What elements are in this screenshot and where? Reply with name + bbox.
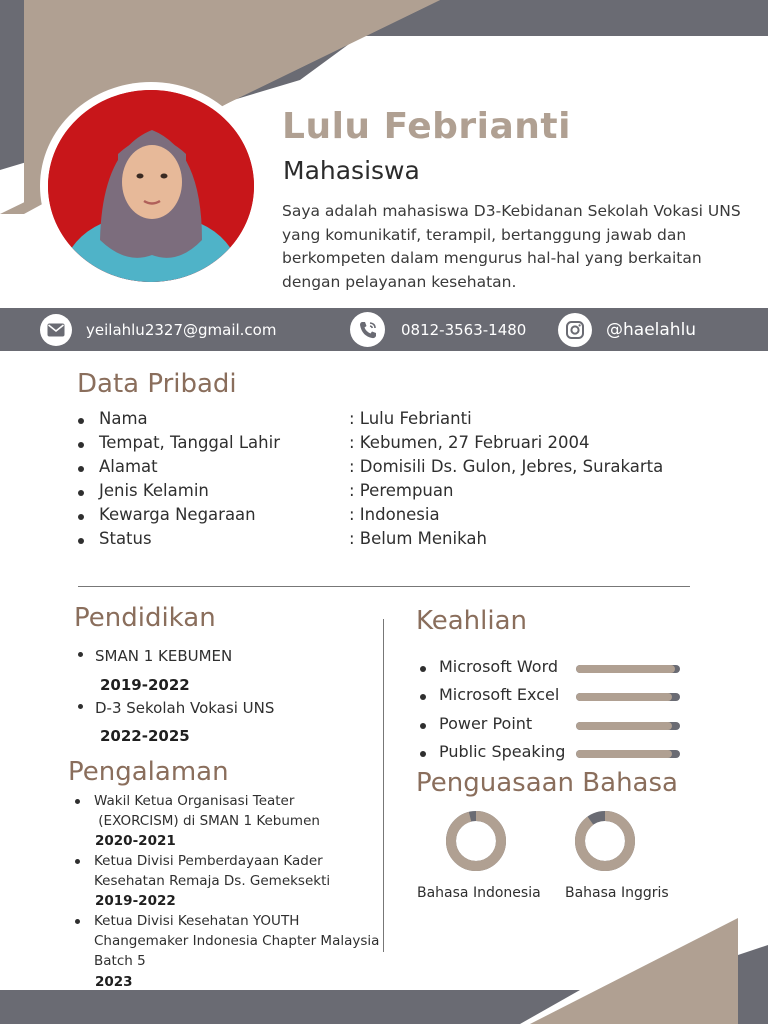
- phone-text: 0812-3563-1480: [401, 320, 527, 339]
- education-years: 2022-2025: [100, 727, 190, 745]
- experience-item: Ketua Divisi Kesehatan YOUTH Changemaker Indonesia Chapter Malaysia Batch 5: [75, 911, 379, 971]
- column-divider: [383, 619, 384, 952]
- section-divider: [78, 586, 690, 587]
- experience-item: Wakil Ketua Organisasi Teater (EXORCISM) di SMAN 1 Kebumen: [75, 791, 320, 831]
- mail-icon: [40, 314, 72, 346]
- instagram-text: @haelahlu: [606, 319, 697, 340]
- experience-years: 2020-2021: [95, 833, 176, 849]
- candidate-role: Mahasiswa: [283, 156, 420, 185]
- language-donut-indonesia: [443, 810, 509, 872]
- education-item: D-3 Sekolah Vokasi UNS: [78, 699, 274, 717]
- language-label: Bahasa Indonesia: [417, 885, 541, 901]
- experience-title: Pengalaman: [68, 757, 229, 787]
- skill-item: Microsoft Excel: [420, 685, 690, 709]
- email-text: yeilahlu2327@gmail.com: [86, 320, 277, 339]
- skill-item: Microsoft Word: [420, 657, 690, 681]
- skill-level-bar: [576, 722, 680, 730]
- contact-instagram[interactable]: [558, 308, 696, 351]
- phone-icon: [350, 312, 385, 347]
- experience-item: Ketua Divisi Pemberdayaan Kader Kesehatan Remaja Ds. Gemeksekti: [75, 851, 330, 891]
- skill-level-bar: [576, 750, 680, 758]
- contact-email[interactable]: [40, 308, 276, 351]
- language-label: Bahasa Inggris: [565, 885, 669, 901]
- profile-summary: Saya adalah mahasiswa D3-Kebidanan Sekolah Vokasi UNS yang komunikatif, terampil, bertanggung jawab dan berkompeten dalam mengurus hal-hal yang berkaitan dengan pelayanan kesehatan.: [282, 202, 741, 291]
- skill-item: Power Point: [420, 714, 690, 738]
- languages-title: Penguasaan Bahasa: [416, 768, 678, 798]
- skill-level-bar: [576, 693, 680, 701]
- candidate-name: Lulu Febrianti: [282, 106, 571, 147]
- education-item: SMAN 1 KEBUMEN: [78, 647, 232, 665]
- contact-phone[interactable]: [350, 308, 526, 351]
- contact-bar: [0, 308, 768, 351]
- education-title: Pendidikan: [74, 603, 216, 633]
- skill-level-bar: [576, 665, 680, 673]
- education-years: 2019-2022: [100, 676, 190, 694]
- skills-title: Keahlian: [416, 606, 528, 636]
- personal-data-title: Data Pribadi: [77, 369, 237, 399]
- portrait-illustration: [48, 90, 254, 282]
- language-donut-english: [572, 810, 638, 872]
- skill-item: Public Speaking: [420, 742, 690, 766]
- instagram-icon: [558, 313, 592, 347]
- experience-years: 2023: [95, 974, 133, 990]
- experience-years: 2019-2022: [95, 893, 176, 909]
- profile-photo: [40, 82, 262, 290]
